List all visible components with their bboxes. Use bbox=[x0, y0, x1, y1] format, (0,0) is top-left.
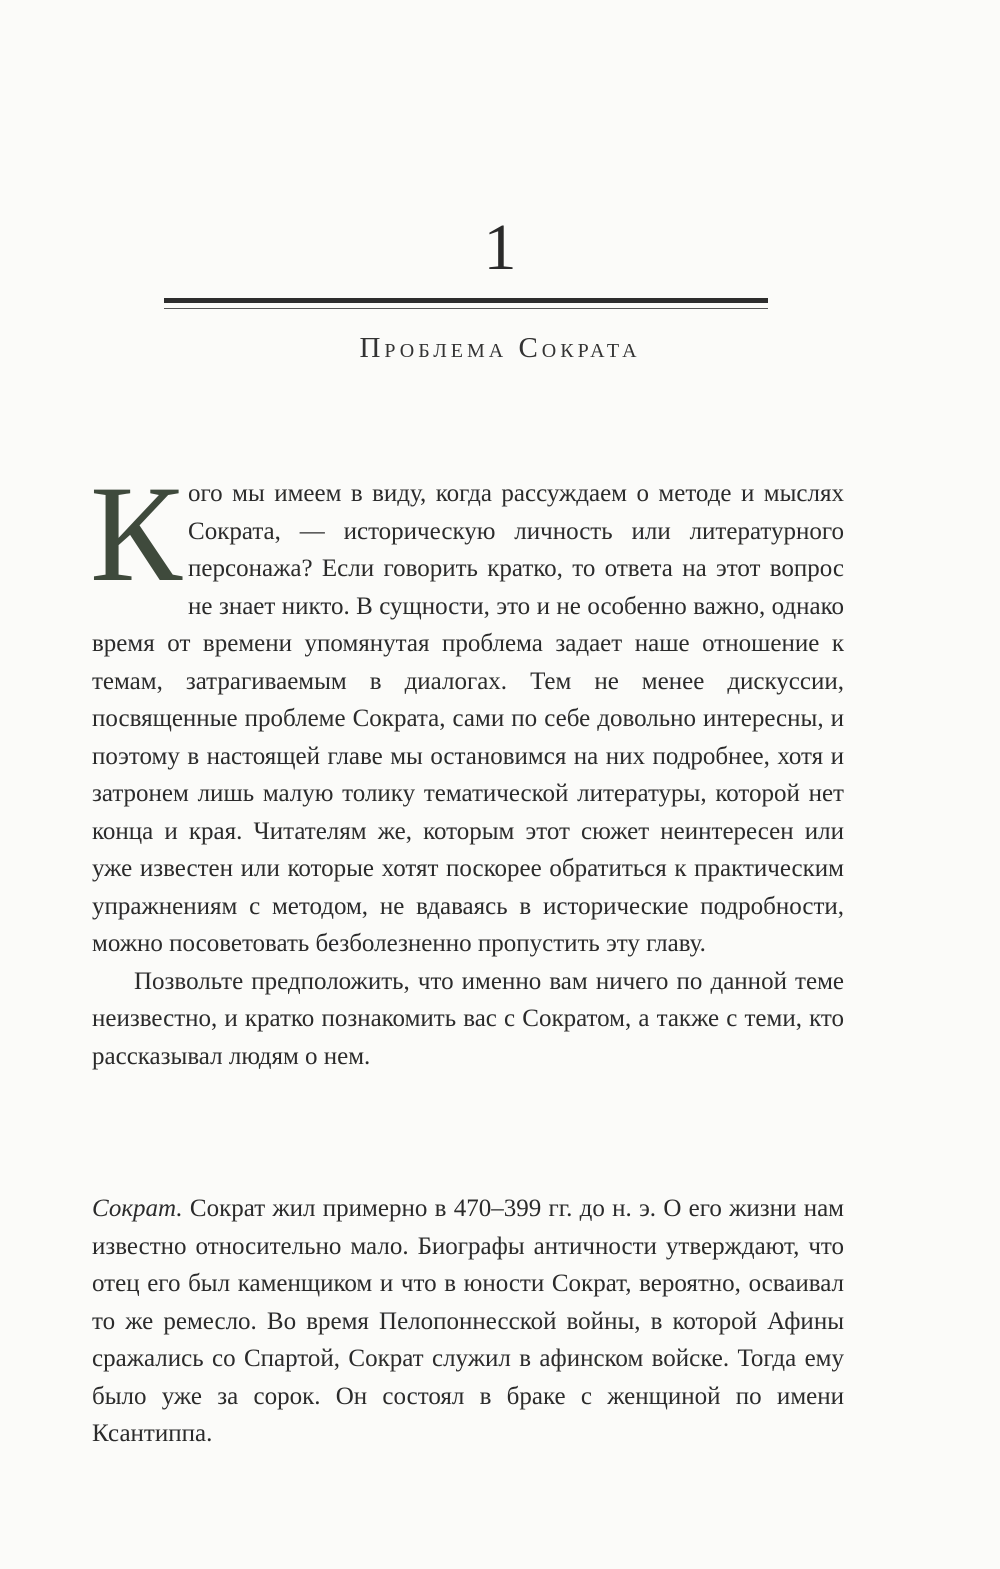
section-run-in-heading: Сократ. bbox=[92, 1195, 183, 1222]
drop-cap: К bbox=[90, 457, 183, 610]
opening-text bbox=[90, 457, 844, 1075]
paragraph-1 bbox=[90, 457, 844, 963]
chapter-rule-thick bbox=[164, 298, 768, 303]
chapter-title: Проблема Сократа bbox=[359, 332, 641, 364]
paragraph-1-text: ого мы имеем в виду, когда рассуждаем о методе и мыслях Сократа, — историческую личность или литературного персонажа? Если говорить кратко, то ответа на этот вопрос не знает никто. В сущности, это и не особенно важно, однако время от времени упомянутая проблема задает наше отношение к темам, затрагиваемым в диалогах. Тем не менее дискуссии, посвященные проблеме Сократа, сами по себе довольно интересны, и поэтому в настоящей главе мы остановимся на них подробнее, хотя и затронем лишь малую толику тематической литературы, которой нет конца и края. Читателям же, которым этот сюжет неинтересен или уже известен или которые хотят поскорее обратиться к практическим упражнениям с методом, не вдаваясь в исторические подробности, можно посоветовать безболезненно пропустить эту главу. bbox=[92, 480, 844, 957]
paragraph-2: Позвольте предположить, что именно вам ничего по данной теме неизвестно, и кратко познакомить вас с Сократом, а также с теми, кто рассказывал людям о нем. bbox=[92, 967, 844, 1070]
paragraph-3 bbox=[92, 1190, 844, 1453]
paragraph-3-text: Сократ жил примерно в 470–399 гг. до н. э. О его жизни нам известно относительно мало. Биографы античности утверждают, что отец его был каменщиком и что в юности Сократ, вероятно, осваивал то же ремесло. Во время Пелопоннесской войны, в которой Афины сражались со Спартой, Сократ служил в афинском войске. Тогда ему было уже за сорок. Он состоял в браке с женщиной по имени Ксантиппа. bbox=[92, 1195, 844, 1447]
socrates-section bbox=[92, 1190, 844, 1453]
chapter-number: 1 bbox=[483, 211, 517, 284]
chapter-rule-thin bbox=[164, 308, 768, 309]
